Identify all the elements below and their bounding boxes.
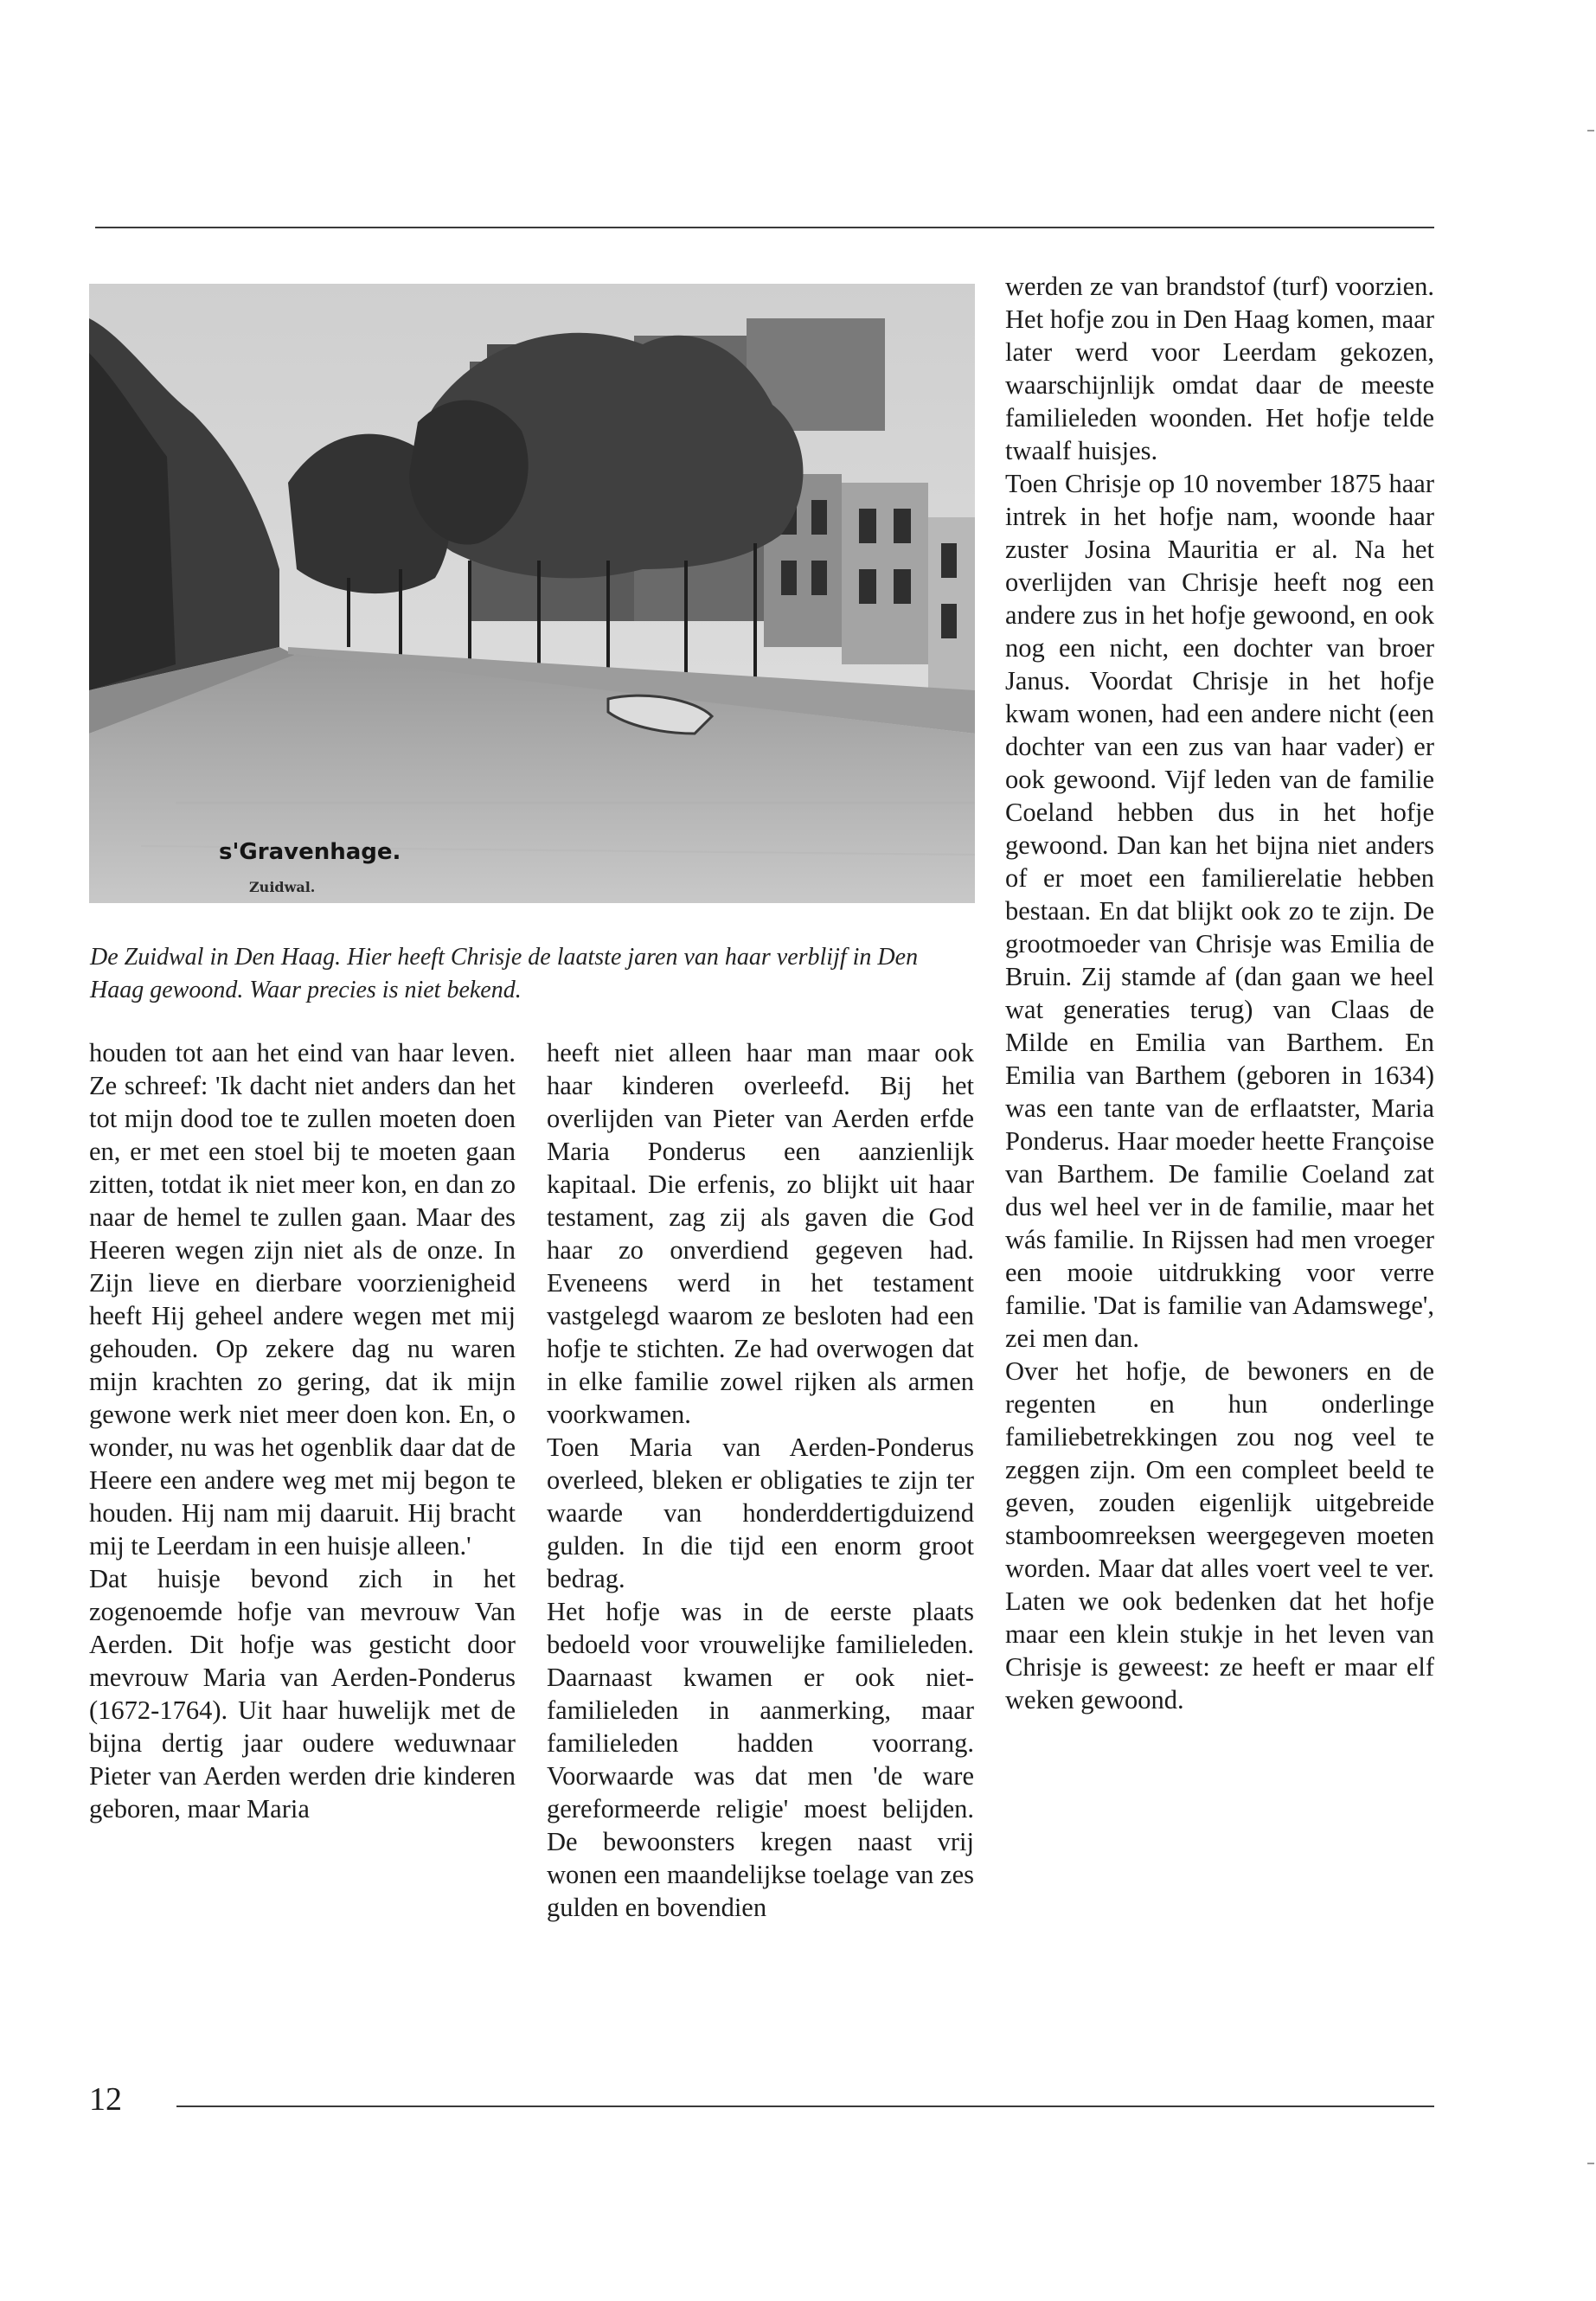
crop-mark bbox=[1587, 2163, 1594, 2164]
photo-title: s'Gravenhage. bbox=[219, 839, 401, 865]
paragraph: heeft niet alleen haar man maar ook haar kinderen overleefd. Bij het overlijden van Pieter van Aerden erfde Maria Ponderus een aanzienlijk kapitaal. Die erfenis, zo blijkt uit haar testament, zag zij als gaven die God haar zo onverdiend gegeven had. Eveneens werd in het testament vastgelegd waarom ze besloten had een hofje te stichten. Ze had overwogen dat in elke familie zowel rijken als armen voorkwamen. bbox=[547, 1038, 974, 1429]
crop-mark bbox=[1587, 130, 1594, 131]
zuidwal-photo bbox=[89, 284, 975, 903]
page-number: 12 bbox=[89, 2081, 122, 2118]
paragraph: werden ze van brandstof (turf) voorzien. Het hofje zou in Den Haag komen, maar later werd voor Leerdam gekozen, waarschijnlijk omdat daar de meeste familieleden woonden. Het hofje telde twaalf huisjes. bbox=[1005, 272, 1434, 465]
canal-scene-illustration bbox=[89, 284, 975, 903]
paragraph: houden tot aan het eind van haar leven. Ze schreef: 'Ik dacht niet anders dan het tot mijn dood toe te zullen moeten doen en, er met een stoel bij te moeten gaan zitten, totdat ik niet meer kon, en dan zo naar de hemel te zullen gaan. Maar des Heeren wegen zijn niet als de onze. In Zijn lieve en dierbare voorzienigheid heeft Hij geheel andere wegen met mij gehouden. Op zekere dag nu waren mijn krachten zo gering, dat ik mijn gewone werk niet meer doen kon. En, o wonder, nu was het ogenblik daar dat de Heere een andere weg met mij begon te houden. Hij nam mij daaruit. Hij bracht mij te Leerdam in een huisje alleen.' bbox=[89, 1038, 516, 1561]
photo-subtitle: Zuidwal. bbox=[249, 879, 316, 895]
text-column-2 bbox=[547, 1036, 974, 1924]
text-column-1 bbox=[89, 1036, 516, 1825]
footer-rule bbox=[176, 2106, 1434, 2107]
paragraph: Toen Maria van Aerden-Ponderus overleed, bleken er obligaties te zijn ter waarde van honderddertigduizend gulden. In die tijd een enorm groot bedrag. bbox=[547, 1433, 974, 1593]
header-rule bbox=[95, 227, 1434, 228]
figure-caption: De Zuidwal in Den Haag. Hier heeft Chrisje de laatste jaren van haar verblijf in Den Haag gewoond. Waar precies is niet bekend. bbox=[90, 944, 919, 1003]
paragraph: Over het hofje, de bewoners en de regenten en hun onderlinge familiebetrekkingen zou nog veel te zeggen zijn. Om een compleet beeld te geven, zouden eigenlijk uitgebreide stamboomreeksen weergegeven moeten worden. Maar dat alles voert veel te ver. Laten we ook bedenken dat het hofje maar een klein stukje in het leven van Chrisje is geweest: ze heeft er maar elf weken gewoond. bbox=[1005, 1356, 1434, 1715]
paragraph: Toen Chrisje op 10 november 1875 haar intrek in het hofje nam, woonde haar zuster Josina Mauritia er al. Na het overlijden van Chrisje heeft nog een andere zus in het hofje gewoond, en ook nog een nicht, een dochter van broer Janus. Voordat Chrisje in het hofje kwam wonen, had een andere nicht (een dochter van een zus van haar vader) er ook gewoond. Vijf leden van de familie Coeland hebben dus in het hofje gewoond. Dan kan het bijna niet anders of er moet een familierelatie hebben bestaan. En dat blijkt ook zo te zijn. De grootmoeder van Chrisje was Emilia de Bruin. Zij stamde af (dan gaan we heel wat generaties terug) van Claas de Milde en Emilia van Barthem. En Emilia van Barthem (geboren in 1634) was een tante van de erflaatster, Maria Ponderus. Haar moeder heette Françoise van Barthem. De familie Coeland zat dus wel heel ver in de familie, maar het wás familie. In Rijssen had men vroeger een mooie uitdrukking voor verre familie. 'Dat is familie van Adamswege', zei men dan. bbox=[1005, 469, 1434, 1353]
paragraph: Dat huisje bevond zich in het zogenoemde hofje van mevrouw Van Aerden. Dit hofje was gesticht door mevrouw Maria van Aerden-Ponderus (1672-1764). Uit haar huwelijk met de bijna dertig jaar oudere weduwnaar Pieter van Aerden werden drie kinderen geboren, maar Maria bbox=[89, 1564, 516, 1823]
text-column-3 bbox=[1005, 270, 1434, 1716]
paragraph: Het hofje was in de eerste plaats bedoeld voor vrouwelijke familieleden. Daarnaast kwamen er ook niet-familieleden in aanmerking, maar familieleden hadden voorrang. Voorwaarde was dat men 'de ware gereformeerde religie' moest belijden. De bewoonsters kregen naast vrij wonen een maandelijkse toelage van zes gulden en bovendien bbox=[547, 1597, 974, 1922]
